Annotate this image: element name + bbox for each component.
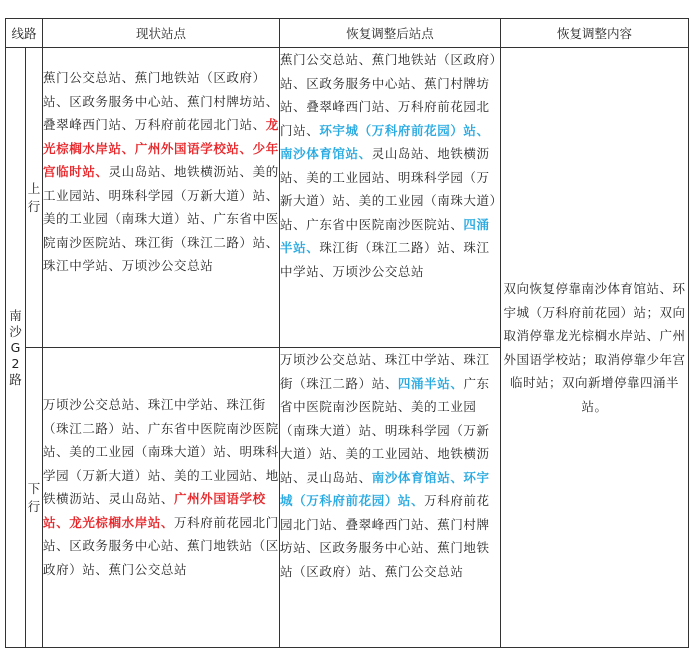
stop-text: 万顷沙公交总站、珠江中学站、珠江街（珠江二路）站、广东省中医院南沙医院站、美的工业园（南珠大道）站、明珠科学园（万新大道）站、美的工业园站、地铁横沥站、灵山岛站、 bbox=[43, 397, 279, 506]
route-char: 沙 bbox=[9, 323, 22, 339]
removed-stops-text: 广州外国语学校站、龙光棕榈水岸站、 bbox=[43, 491, 266, 530]
header-row bbox=[6, 19, 689, 48]
header-adjusted-stops: 恢复调整后站点 bbox=[280, 19, 501, 48]
stop-text: 灵山岛站、地铁横沥站、美的工业园站、明珠科学园（万新大道）站、美的工业园（南珠大道）站、广东省中医院南沙医院站、珠江街（珠江二路）站、珠江中学站、万顷沙公交总站 bbox=[43, 164, 279, 273]
stop-text: 灵山岛站、地铁横沥站、美的工业园站、明珠科学园（万新大道）站、美的工业园（南珠大道）站、广东省中医院南沙医院站、 bbox=[280, 146, 497, 232]
route-char: 南 bbox=[9, 307, 22, 323]
direction-char: 行 bbox=[27, 198, 41, 214]
removed-stops-text: 龙光棕榈水岸站、广州外国语学校站、少年宫临时站、 bbox=[43, 117, 279, 179]
header-adjustment-content: 恢复调整内容 bbox=[501, 19, 689, 48]
stop-text: 蕉门公交总站、蕉门地铁站（区政府）站、区政务服务中心站、蕉门村牌坊站、叠翠峰西门站、万科府前花园北门站、 bbox=[43, 70, 279, 132]
stop-text: 蕉门公交总站、蕉门地铁站（区政府）站、区政务服务中心站、蕉门村牌坊站、叠翠峰西门站、万科府前花园北门站、 bbox=[280, 52, 497, 138]
current-stops-down bbox=[43, 348, 280, 648]
route-char: G bbox=[10, 339, 21, 355]
route-name-cell bbox=[6, 48, 26, 648]
direction-up bbox=[26, 48, 43, 348]
route-char: 路 bbox=[9, 371, 22, 387]
route-char: 2 bbox=[11, 355, 20, 371]
header-route: 线路 bbox=[6, 19, 43, 48]
route-adjustment-table bbox=[5, 18, 689, 648]
table-row-up bbox=[6, 48, 689, 348]
current-stops-up bbox=[43, 48, 280, 348]
header-current-stops: 现状站点 bbox=[43, 19, 280, 48]
direction-down bbox=[26, 348, 43, 648]
restored-stops-text: 南沙体育馆站、环宇城（万科府前花园）站、 bbox=[280, 469, 490, 508]
direction-char: 上 bbox=[27, 180, 41, 196]
adjusted-stops-up bbox=[280, 48, 501, 348]
stop-text: 万科府前花园北门站、叠翠峰西门站、蕉门村牌坊站、区政务服务中心站、蕉门地铁站（区政府）站、蕉门公交总站 bbox=[280, 493, 490, 579]
stop-text: 广东省中医院南沙医院站、美的工业园（南珠大道）站、明珠科学园（万新大道）站、美的工业园站、地铁横沥站、灵山岛站、 bbox=[280, 375, 490, 485]
restored-stops-text: 四涌半站、 bbox=[397, 375, 464, 391]
stop-text: 珠江街（珠江二路）站、珠江中学站、万顷沙公交总站 bbox=[280, 240, 490, 279]
direction-char: 行 bbox=[27, 498, 41, 514]
restored-stops-text: 四涌半站、 bbox=[280, 216, 490, 255]
restored-stops-text: 环宇城（万科府前花园）站、南沙体育馆站、 bbox=[280, 122, 490, 161]
adjusted-stops-down bbox=[280, 348, 501, 648]
stop-text: 万科府前花园北门站、区政务服务中心站、蕉门地铁站（区政府）站、蕉门公交总站 bbox=[43, 514, 279, 577]
direction-char: 下 bbox=[27, 480, 41, 496]
adjustment-content: 双向恢复停靠南沙体育馆站、环宇城（万科府前花园）站；双向取消停靠龙光棕榈水岸站、广州外国语学校站；取消停靠少年宫临时站；双向新增停靠四涌半站。 bbox=[501, 48, 689, 648]
stop-text: 万顷沙公交总站、珠江中学站、珠江街（珠江二路）站、 bbox=[280, 352, 490, 391]
